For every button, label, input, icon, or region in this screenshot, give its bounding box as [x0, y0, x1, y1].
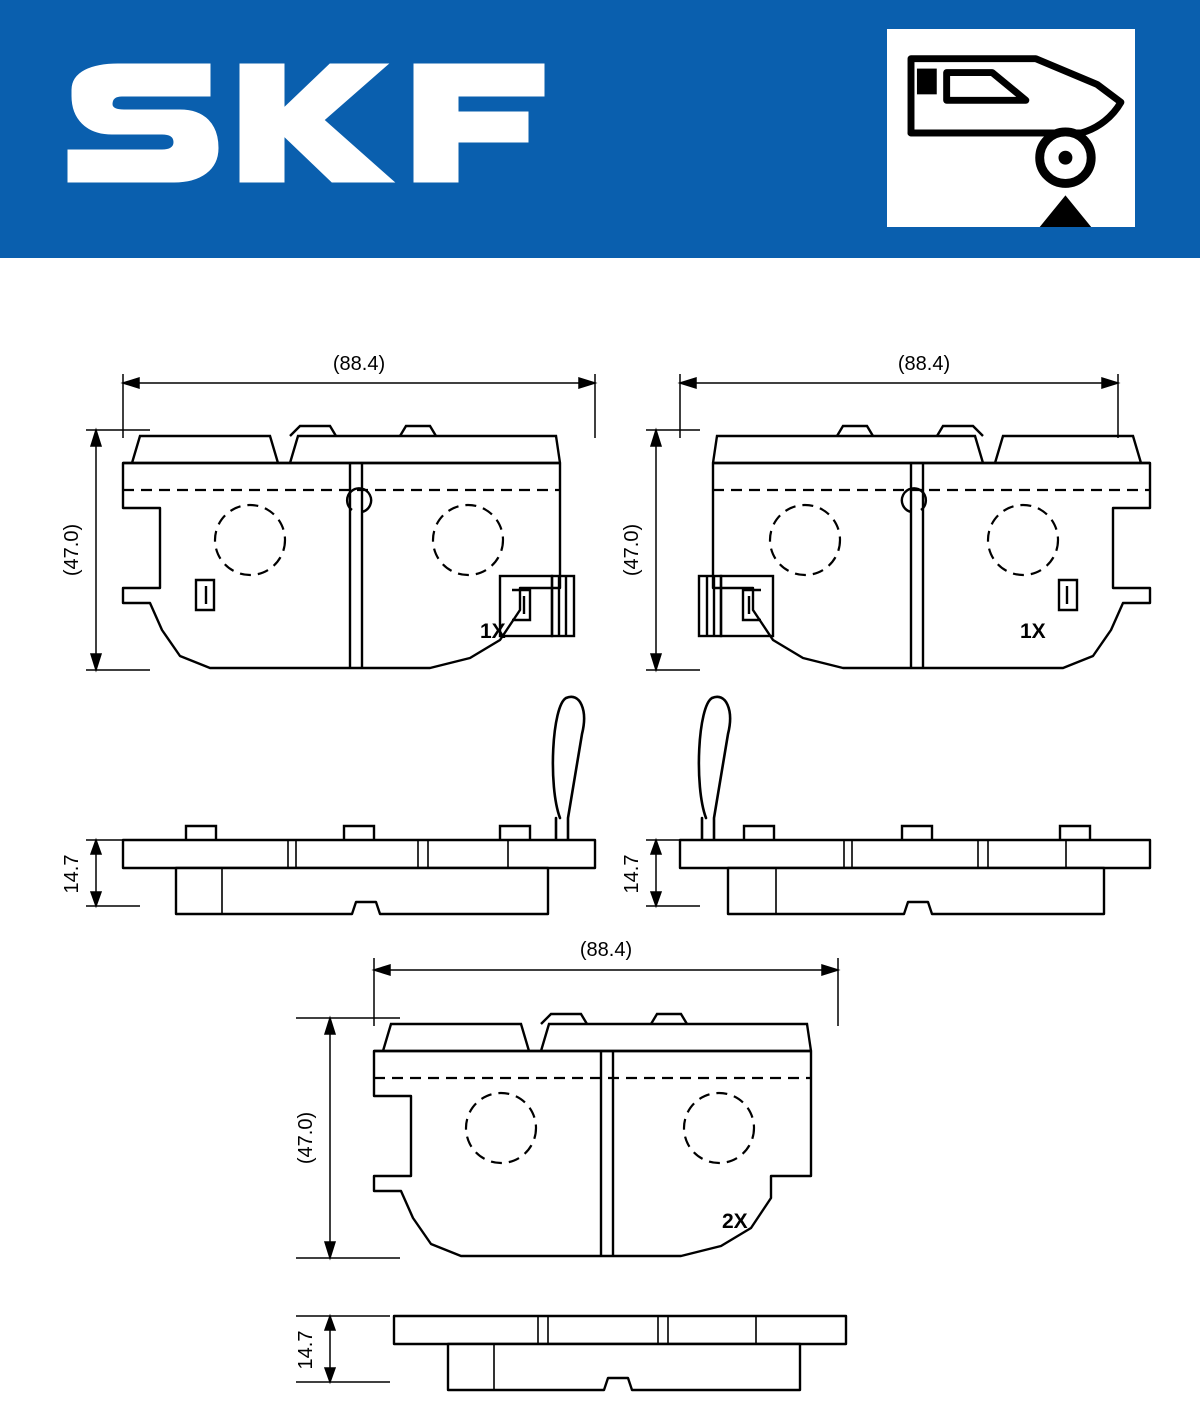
dimension-height-right-label: (47.0): [621, 523, 643, 577]
retaining-clip-right: [699, 697, 770, 854]
pad-side-view-left: [61, 826, 595, 914]
quantity-label-right: 1X: [1020, 620, 1046, 643]
dimension-height-bottom-label: (47.0): [295, 1111, 317, 1165]
dimension-width-right-label: (88.4): [897, 353, 951, 375]
pad-front-view-plain: [295, 939, 838, 1258]
quantity-label-bottom: 2X: [722, 1210, 748, 1233]
pad-front-view-right: [621, 353, 1150, 670]
dimension-height-left-label: (47.0): [61, 523, 83, 577]
dimension-width-bottom-label: (88.4): [579, 939, 633, 961]
dimension-width-left-label: (88.4): [332, 353, 386, 375]
pad-side-view-right: [621, 826, 1150, 914]
skf-logo: [58, 52, 558, 192]
dimension-thickness-bottom-label: 14.7: [295, 1330, 317, 1370]
vehicle-rear-axle-icon: [880, 22, 1142, 234]
retaining-clip-left: [512, 697, 584, 854]
pad-front-view-left: [61, 353, 595, 670]
technical-drawing: [0, 258, 1200, 1408]
dimension-height-right: [646, 430, 700, 670]
dimension-thickness-right-label: 14.7: [621, 854, 643, 894]
pad-side-view-plain: [295, 1316, 846, 1390]
dimension-thickness-left-label: 14.7: [61, 854, 83, 894]
brand-header: [0, 0, 1200, 258]
quantity-label-left: 1X: [480, 620, 506, 643]
dimension-width-right: [680, 374, 1118, 438]
dimension-width-bottom: [374, 958, 838, 1026]
dimension-width-left: [123, 374, 595, 438]
